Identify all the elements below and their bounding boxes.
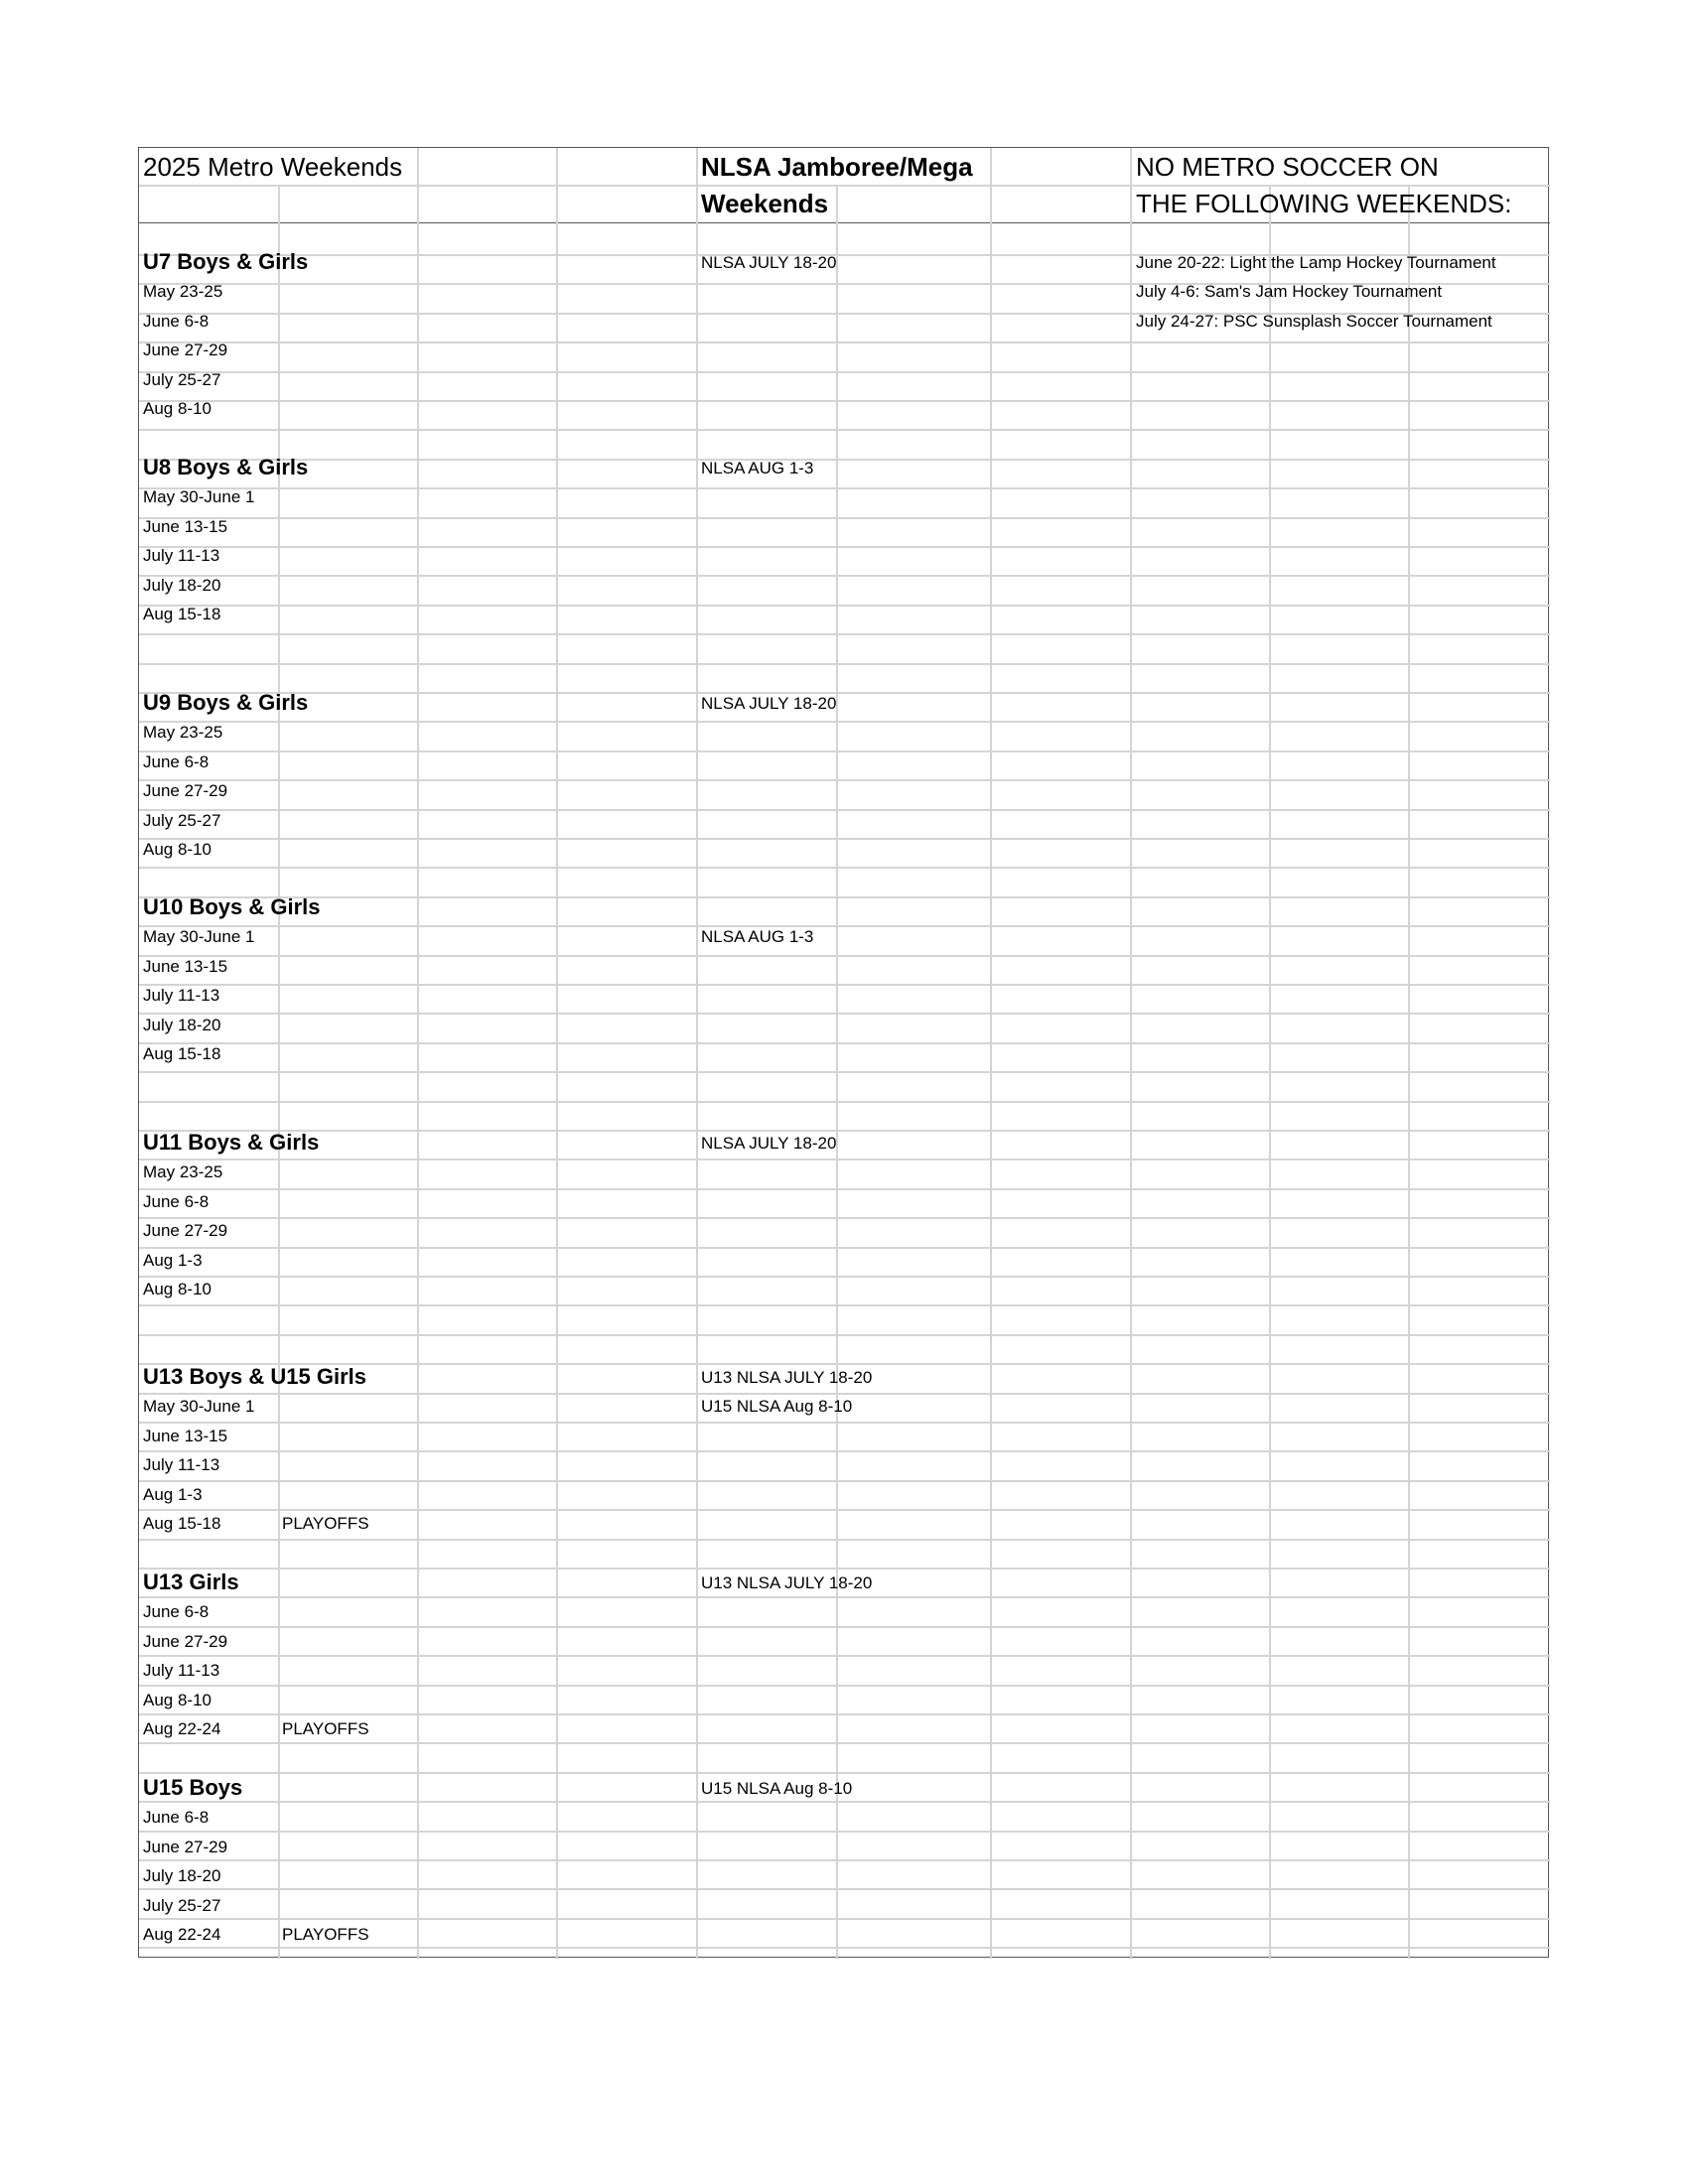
weekend-date: Aug 22-24 xyxy=(143,1925,221,1945)
weekend-date: July 11-13 xyxy=(143,1455,220,1475)
row-gridline xyxy=(139,1713,1550,1715)
row-gridline xyxy=(139,1304,1550,1306)
weekend-date: Aug 8-10 xyxy=(143,1690,211,1709)
row-gridline xyxy=(139,896,1550,898)
weekend-date: June 27-29 xyxy=(143,781,228,801)
row-gridline xyxy=(139,341,1550,343)
nlsa-header: NLSA Jamboree/Mega xyxy=(701,152,973,182)
no-metro-header: NO METRO SOCCER ON xyxy=(1136,152,1439,182)
weekend-date: July 18-20 xyxy=(143,575,221,595)
column-gridline xyxy=(1408,185,1410,1959)
row-gridline xyxy=(139,1626,1550,1628)
weekend-date: May 23-25 xyxy=(143,723,223,743)
column-gridline xyxy=(836,185,838,1959)
weekend-date: June 27-29 xyxy=(143,341,228,360)
weekend-date: July 25-27 xyxy=(143,1895,221,1915)
row-gridline xyxy=(139,1568,1550,1570)
no-metro-weekend: July 24-27: PSC Sunsplash Soccer Tournament xyxy=(1136,311,1492,331)
group-heading: U15 Boys xyxy=(143,1775,243,1800)
row-gridline xyxy=(139,185,1550,187)
weekend-date: Aug 8-10 xyxy=(143,1280,211,1299)
row-gridline xyxy=(139,1393,1550,1395)
weekend-date: June 6-8 xyxy=(143,1808,210,1828)
row-gridline xyxy=(139,1742,1550,1744)
weekend-date: July 11-13 xyxy=(143,1661,220,1681)
weekend-date: May 30-June 1 xyxy=(143,927,255,947)
weekend-date: Aug 15-18 xyxy=(143,1044,221,1064)
row-gridline xyxy=(139,487,1550,489)
row-gridline xyxy=(139,1801,1550,1803)
nlsa-date: NLSA JULY 18-20 xyxy=(701,1134,837,1153)
row-gridline xyxy=(139,721,1550,723)
row-gridline xyxy=(139,222,1550,223)
row-gridline xyxy=(139,1859,1550,1861)
row-gridline xyxy=(139,429,1550,431)
row-gridline xyxy=(139,1247,1550,1249)
group-heading: U13 Boys & U15 Girls xyxy=(143,1364,366,1389)
nlsa-header-line2: Weekends xyxy=(701,189,829,218)
group-heading: U9 Boys & Girls xyxy=(143,690,309,715)
weekend-date: Aug 1-3 xyxy=(143,1250,203,1270)
nlsa-date: NLSA JULY 18-20 xyxy=(701,694,837,713)
row-gridline xyxy=(139,1480,1550,1482)
row-gridline xyxy=(139,1159,1550,1160)
schedule-spreadsheet xyxy=(138,147,1549,1958)
nlsa-date: U15 NLSA Aug 8-10 xyxy=(701,1397,853,1417)
weekend-date: June 6-8 xyxy=(143,311,210,331)
row-gridline xyxy=(139,1334,1550,1336)
group-heading: U10 Boys & Girls xyxy=(143,894,321,919)
row-gridline xyxy=(139,1276,1550,1278)
weekend-note: PLAYOFFS xyxy=(282,1514,369,1534)
nlsa-date: NLSA AUG 1-3 xyxy=(701,459,814,478)
group-heading: U11 Boys & Girls xyxy=(143,1130,320,1155)
row-gridline xyxy=(139,955,1550,957)
column-gridline xyxy=(278,185,280,1959)
row-gridline xyxy=(139,1450,1550,1452)
row-gridline xyxy=(139,1130,1550,1132)
weekend-date: Aug 15-18 xyxy=(143,1514,221,1534)
weekend-note: PLAYOFFS xyxy=(282,1719,369,1739)
row-gridline xyxy=(139,984,1550,986)
weekend-date: May 30-June 1 xyxy=(143,487,255,507)
row-gridline xyxy=(139,751,1550,752)
row-gridline xyxy=(139,1888,1550,1890)
weekend-date: June 6-8 xyxy=(143,1602,210,1622)
row-gridline xyxy=(139,1042,1550,1044)
row-gridline xyxy=(139,1217,1550,1219)
weekend-date: May 30-June 1 xyxy=(143,1397,255,1417)
weekend-date: July 25-27 xyxy=(143,810,221,830)
row-gridline xyxy=(139,1685,1550,1687)
weekend-date: July 25-27 xyxy=(143,369,221,389)
row-gridline xyxy=(139,1509,1550,1511)
weekend-date: June 27-29 xyxy=(143,1631,228,1651)
row-gridline xyxy=(139,663,1550,665)
row-gridline xyxy=(139,1188,1550,1190)
row-gridline xyxy=(139,1772,1550,1774)
weekend-date: Aug 8-10 xyxy=(143,840,211,860)
no-metro-header-line2: THE FOLLOWING WEEKENDS: xyxy=(1136,189,1512,218)
weekend-date: May 23-25 xyxy=(143,282,223,302)
nlsa-date: U13 NLSA JULY 18-20 xyxy=(701,1573,873,1592)
column-gridline xyxy=(417,148,419,1959)
row-gridline xyxy=(139,1071,1550,1073)
weekend-date: Aug 1-3 xyxy=(143,1484,203,1504)
nlsa-date: U13 NLSA JULY 18-20 xyxy=(701,1368,873,1387)
weekend-date: June 27-29 xyxy=(143,1221,228,1241)
column-gridline xyxy=(1130,148,1132,1959)
weekend-date: July 11-13 xyxy=(143,546,220,566)
row-gridline xyxy=(139,925,1550,927)
weekend-date: June 13-15 xyxy=(143,956,228,976)
row-gridline xyxy=(139,400,1550,402)
row-gridline xyxy=(139,1831,1550,1833)
row-gridline xyxy=(139,838,1550,840)
weekend-date: Aug 8-10 xyxy=(143,399,211,419)
row-gridline xyxy=(139,1947,1550,1949)
row-gridline xyxy=(139,1422,1550,1424)
weekend-date: June 6-8 xyxy=(143,1191,210,1211)
weekend-note: PLAYOFFS xyxy=(282,1925,369,1945)
weekend-date: June 27-29 xyxy=(143,1837,228,1856)
group-heading: U13 Girls xyxy=(143,1570,239,1594)
nlsa-date: NLSA JULY 18-20 xyxy=(701,253,837,272)
weekend-date: June 6-8 xyxy=(143,751,210,771)
weekend-date: July 18-20 xyxy=(143,1015,221,1034)
row-gridline xyxy=(139,692,1550,694)
no-metro-weekend: July 4-6: Sam's Jam Hockey Tournament xyxy=(1136,282,1443,302)
column-gridline xyxy=(1269,185,1271,1959)
row-gridline xyxy=(139,809,1550,811)
no-metro-weekend: June 20-22: Light the Lamp Hockey Tournament xyxy=(1136,253,1496,272)
row-gridline xyxy=(139,779,1550,781)
weekend-date: July 11-13 xyxy=(143,986,220,1006)
row-gridline xyxy=(139,1655,1550,1657)
row-gridline xyxy=(139,371,1550,373)
weekend-date: June 13-15 xyxy=(143,1426,228,1445)
row-gridline xyxy=(139,575,1550,577)
nlsa-date: NLSA AUG 1-3 xyxy=(701,927,814,947)
row-gridline xyxy=(139,867,1550,869)
row-gridline xyxy=(139,459,1550,461)
weekend-date: May 23-25 xyxy=(143,1162,223,1182)
row-gridline xyxy=(139,1101,1550,1103)
weekend-date: June 13-15 xyxy=(143,516,228,536)
row-gridline xyxy=(139,1539,1550,1541)
group-heading: U8 Boys & Girls xyxy=(143,455,309,479)
row-gridline xyxy=(139,517,1550,519)
weekend-date: Aug 22-24 xyxy=(143,1719,221,1739)
group-heading: U7 Boys & Girls xyxy=(143,249,309,274)
row-gridline xyxy=(139,605,1550,607)
row-gridline xyxy=(139,1596,1550,1598)
weekend-date: Aug 15-18 xyxy=(143,605,221,624)
nlsa-date: U15 NLSA Aug 8-10 xyxy=(701,1779,853,1798)
row-gridline xyxy=(139,633,1550,635)
column-gridline xyxy=(696,148,698,1959)
row-gridline xyxy=(139,546,1550,548)
weekend-date: July 18-20 xyxy=(143,1866,221,1886)
column-gridline xyxy=(990,148,992,1959)
column-gridline xyxy=(556,148,558,1959)
row-gridline xyxy=(139,1013,1550,1015)
sheet-title: 2025 Metro Weekends xyxy=(143,152,403,182)
row-gridline xyxy=(139,1918,1550,1920)
